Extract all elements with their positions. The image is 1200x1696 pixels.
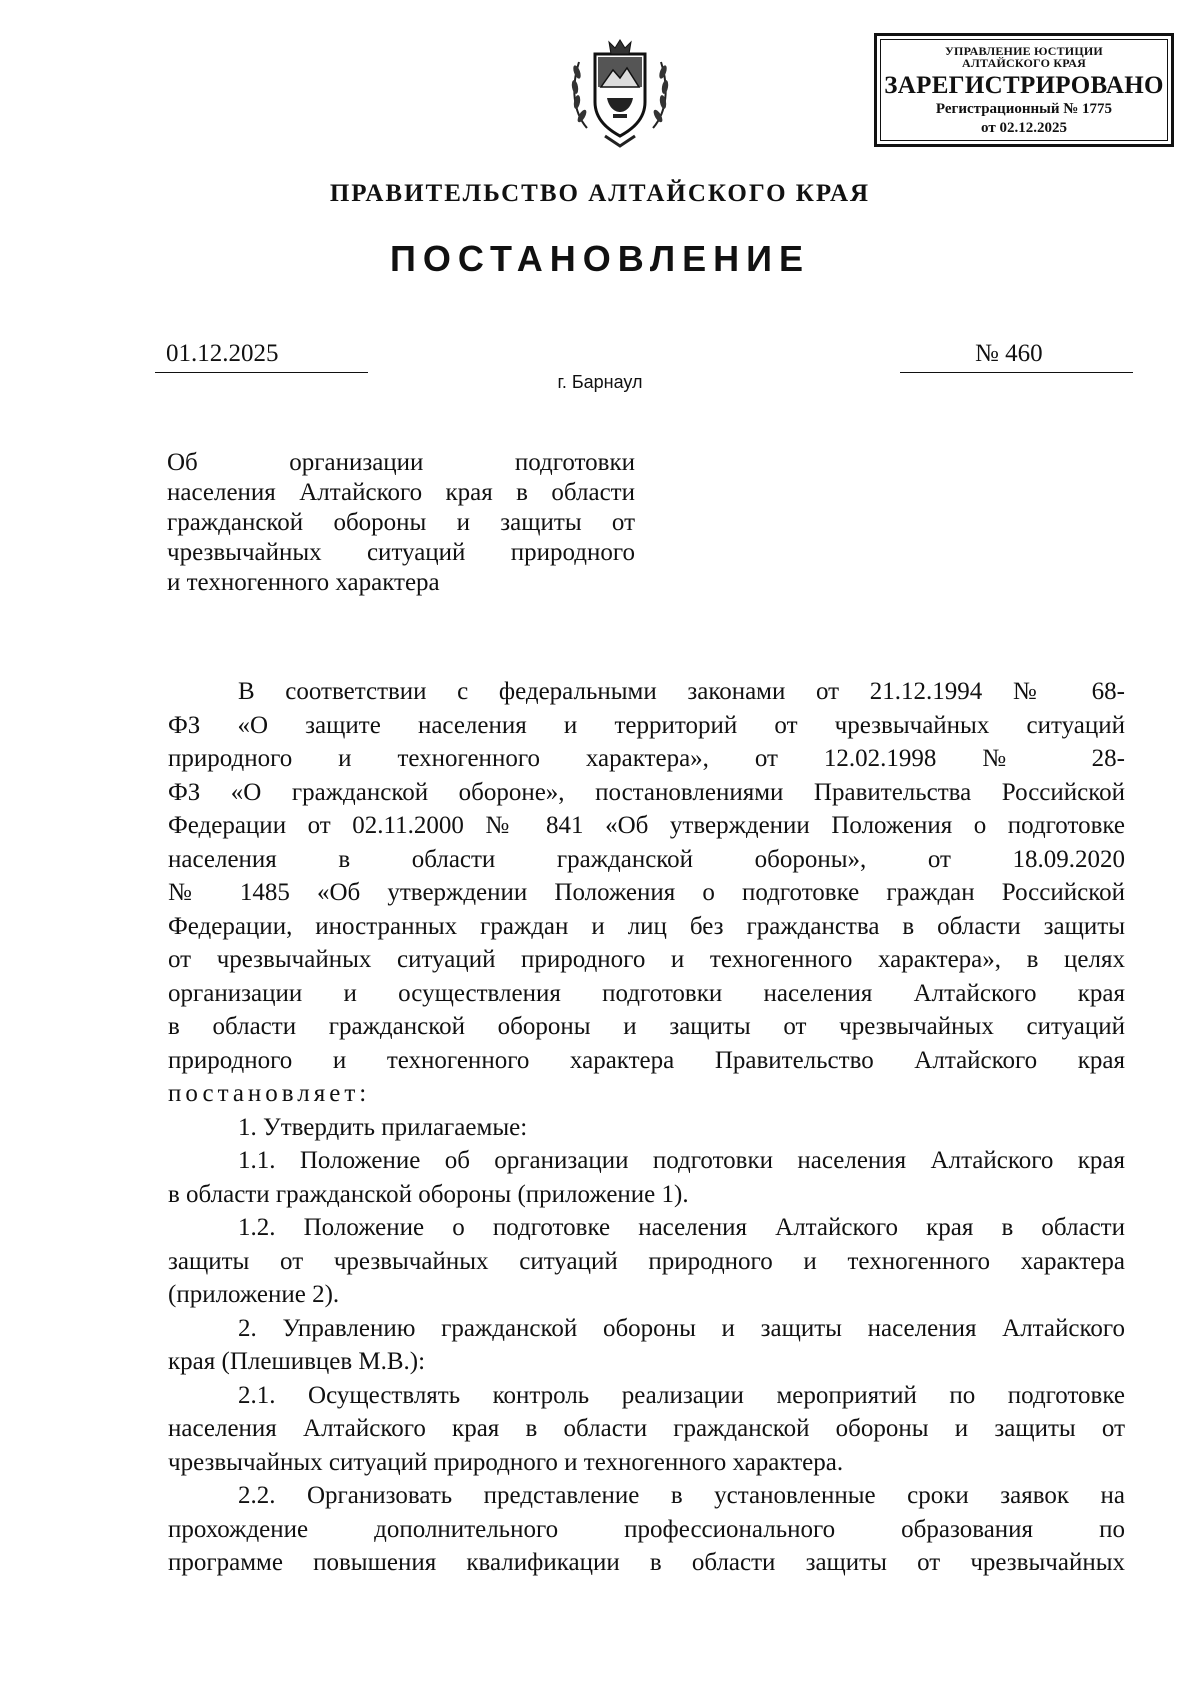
- stamp-reg-number: Регистрационный № 1775: [935, 101, 1113, 117]
- body-line: (приложение 2).: [168, 1281, 340, 1308]
- body-line: Федерации, иностранных граждан и лиц без гражданства в области защиты: [168, 912, 1125, 940]
- stamp-inner-frame: [880, 39, 1168, 141]
- stamp-authority-line2: АЛТАЙСКОГО КРАЯ: [962, 56, 1086, 70]
- subject-line: гражданской обороны и защиты от: [167, 509, 635, 536]
- body-line: 2. Управлению гражданской обороны и защиты населения Алтайского: [238, 1314, 1125, 1342]
- body-line: населения Алтайского края в области гражданской обороны и защиты от: [168, 1415, 1125, 1442]
- body-line: постановляет:: [168, 1080, 371, 1107]
- stamp-authority-line1: УПРАВЛЕНИЕ ЮСТИЦИИ: [945, 44, 1103, 58]
- document-subject: [167, 448, 635, 598]
- body-line: 2.2. Организовать представление в установленные сроки заявок на: [238, 1482, 1125, 1509]
- body-line: ФЗ «О защите населения и территорий от чрезвычайных ситуаций: [168, 711, 1125, 739]
- body-line: ФЗ «О гражданской обороне», постановлениями Правительства Российской: [168, 778, 1125, 806]
- document-number: № 460: [975, 340, 1043, 367]
- document-city: г. Барнаул: [557, 372, 643, 392]
- subject-line: чрезвычайных ситуаций природного: [167, 539, 635, 566]
- body-line: программе повышения квалификации в области защиты от чрезвычайных: [168, 1549, 1125, 1576]
- body-line: чрезвычайных ситуаций природного и техногенного характера.: [168, 1448, 844, 1476]
- body-line: 1.1. Положение об организации подготовки населения Алтайского края: [238, 1147, 1125, 1174]
- body-line: защиты от чрезвычайных ситуаций природного и техногенного характера: [168, 1247, 1125, 1275]
- subject-line: населения Алтайского края в области: [167, 479, 635, 506]
- body-line: В соответствии с федеральными законами от 21.12.1994 № 68-: [238, 678, 1125, 705]
- body-line: от чрезвычайных ситуаций природного и техногенного характера», в целях: [168, 946, 1125, 973]
- body-line: 1. Утвердить прилагаемые:: [238, 1113, 528, 1141]
- body-line: в области гражданской обороны (приложение 1).: [168, 1180, 689, 1208]
- body-line: в области гражданской обороны и защиты от чрезвычайных ситуаций: [168, 1013, 1125, 1040]
- subject-line: и техногенного характера: [167, 569, 440, 596]
- body-line: природного и техногенного характера», от 12.02.1998 № 28-: [168, 745, 1125, 772]
- subject-line: Об организации подготовки: [167, 449, 635, 476]
- stamp-reg-date: от 02.12.2025: [981, 120, 1067, 136]
- body-line: края (Плешивцев М.В.):: [168, 1348, 426, 1375]
- body-line: прохождение дополнительного профессионального образования по: [168, 1515, 1125, 1543]
- body-line: 1.2. Положение о подготовке населения Алтайского края в области: [238, 1214, 1125, 1241]
- body-line: населения в области гражданской обороны», от 18.09.2020: [168, 845, 1125, 873]
- document-type: ПОСТАНОВЛЕНИЕ: [390, 238, 810, 279]
- registration-stamp: [874, 33, 1174, 147]
- body-line: природного и техногенного характера Правительство Алтайского края: [168, 1046, 1125, 1074]
- body-line: Федерации от 02.11.2000 № 841 «Об утверждении Положения о подготовке: [168, 812, 1125, 839]
- coat-of-arms-emblem: [565, 32, 675, 150]
- document-body: [168, 675, 1125, 1580]
- stamp-registered: ЗАРЕГИСТРИРОВАНО: [884, 72, 1164, 99]
- body-line: № 1485 «Об утверждении Положения о подготовке граждан Российской: [168, 879, 1125, 906]
- document-date: 01.12.2025: [166, 340, 279, 367]
- body-line: 2.1. Осуществлять контроль реализации мероприятий по подготовке: [238, 1381, 1125, 1409]
- government-title: ПРАВИТЕЛЬСТВО АЛТАЙСКОГО КРАЯ: [329, 180, 871, 207]
- body-line: организации и осуществления подготовки населения Алтайского края: [168, 979, 1125, 1007]
